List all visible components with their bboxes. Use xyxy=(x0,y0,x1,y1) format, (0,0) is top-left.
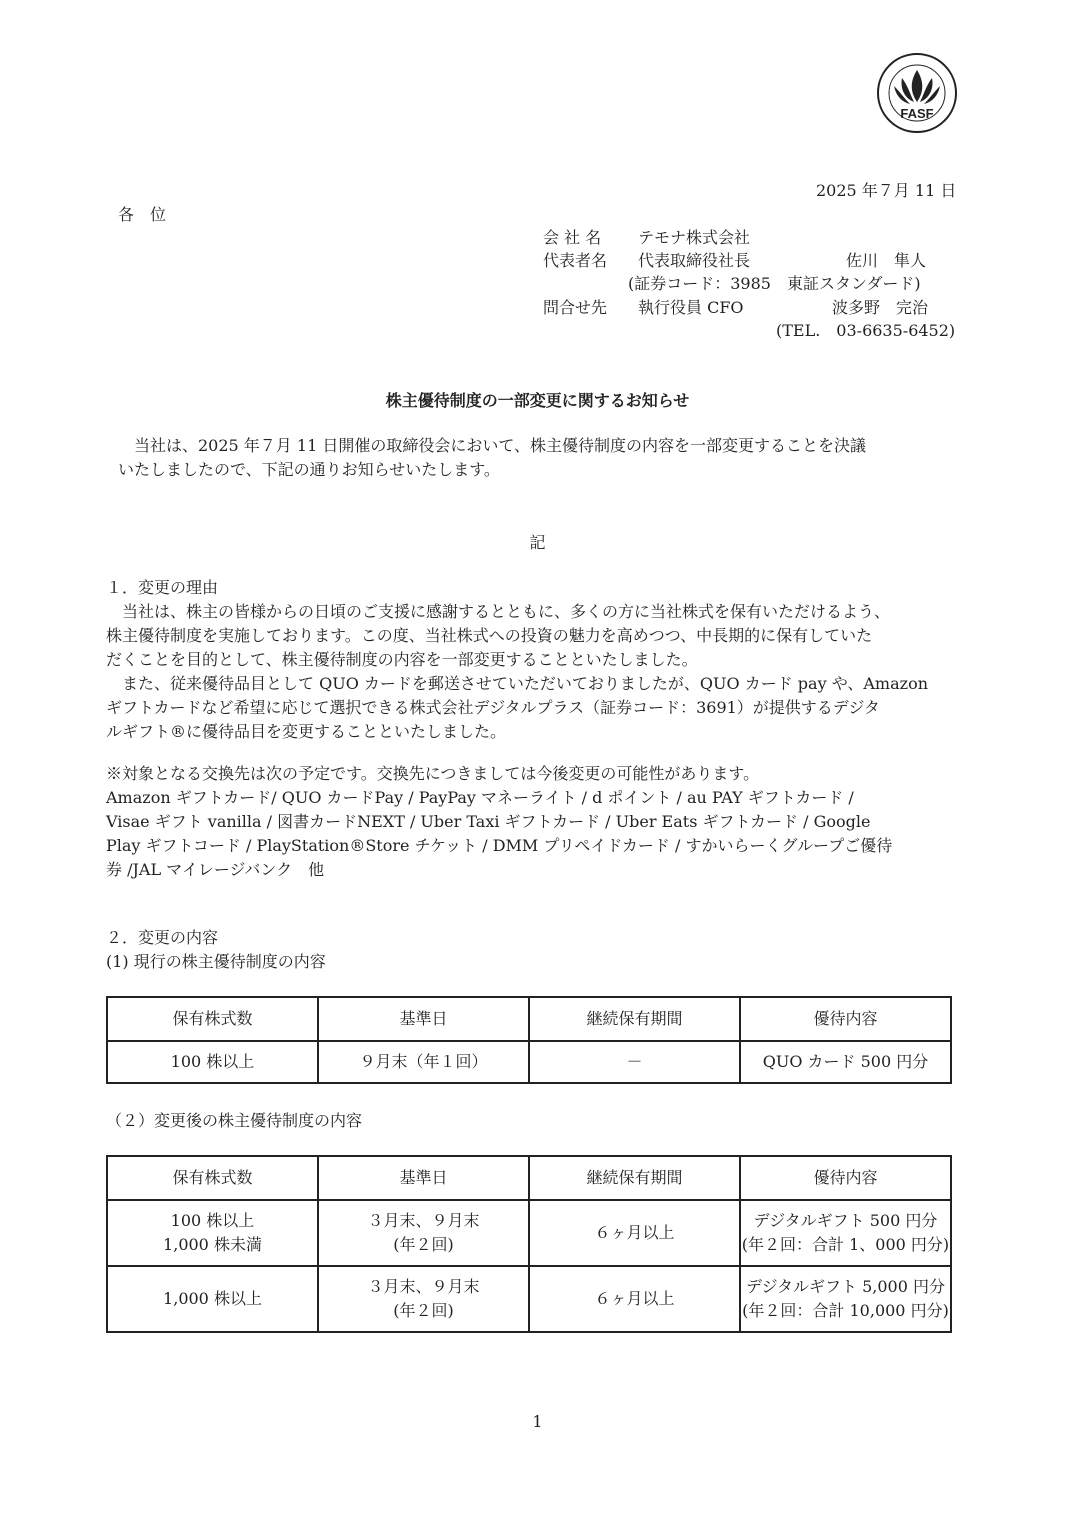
cell-line: 1,000 株以上 xyxy=(163,1289,262,1308)
reason-line: また、従来優待品目として QUO カードを郵送させていただいておりましたが、QUO カード pay や、Amazon xyxy=(122,674,929,693)
table-cell xyxy=(529,1266,740,1332)
new-benefit-table xyxy=(106,1155,952,1333)
intro-line: 当社は、2025 年７月 11 日開催の取締役会において、株主優待制度の内容を一部変更することを決議 xyxy=(134,436,867,455)
note-line: ※対象となる交換先は次の予定です。交換先につきましては今後変更の可能性があります。 xyxy=(106,764,760,783)
logo-emblem: FASF xyxy=(900,106,934,121)
company-label: 会 社 名 xyxy=(543,228,602,247)
new-plan-heading: （２）変更後の株主優待制度の内容 xyxy=(106,1111,363,1130)
cell-line: ３月末、９月末 xyxy=(367,1277,480,1296)
column-header: 基準日 xyxy=(318,997,529,1041)
fasf-logo xyxy=(876,52,958,134)
document-title: 株主優待制度の一部変更に関するお知らせ xyxy=(385,391,690,410)
note-line: Visae ギフト vanilla / 図書カードNEXT / Uber Taxi ギフトカード / Uber Eats ギフトカード / Google xyxy=(106,812,871,831)
contact-label: 問合せ先 xyxy=(543,298,608,317)
contact-name: 波多野 完治 xyxy=(832,298,929,317)
column-header: 保有株式数 xyxy=(107,997,318,1041)
table-cell: QUO カード 500 円分 xyxy=(740,1041,951,1083)
contact-title: 執行役員 CFO xyxy=(638,298,744,317)
intro-paragraph xyxy=(118,434,998,482)
reason-line: ルギフト®に優待品目を変更することといたしました。 xyxy=(106,722,507,741)
table-row xyxy=(107,1200,951,1266)
section-1 xyxy=(106,576,986,744)
section-2-heading: ２．変更の内容 xyxy=(106,928,219,947)
table-cell xyxy=(740,1266,951,1332)
table-cell: 100 株以上 xyxy=(107,1041,318,1083)
exchange-note xyxy=(106,762,986,882)
table-header-row xyxy=(107,1156,951,1200)
section-1-heading: １．変更の理由 xyxy=(106,578,219,597)
intro-line: いたしましたので、下記の通りお知らせいたします。 xyxy=(118,460,500,479)
cell-line: (年２回：合計 10,000 円分) xyxy=(742,1301,949,1320)
cell-line: デジタルギフト 500 円分 xyxy=(753,1211,938,1230)
table-cell xyxy=(318,1266,529,1332)
note-line: Play ギフトコード / PlayStation®Store チケット / DMM プリペイドカード / すかいらーくグループご優待 xyxy=(106,836,893,855)
reason-line: 株主優待制度を実施しております。この度、当社株式への投資の魅力を高めつつ、中長期的に保有していた xyxy=(106,626,873,645)
table-cell xyxy=(740,1200,951,1266)
rep-label: 代表者名 xyxy=(543,251,608,270)
reason-line: ギフトカードなど希望に応じて選択できる株式会社デジタルプラス（証券コード：3691）が提供するデジタ xyxy=(106,698,880,717)
cell-line: 100 株以上 xyxy=(170,1211,255,1230)
table-cell xyxy=(529,1200,740,1266)
current-plan-heading: (1) 現行の株主優待制度の内容 xyxy=(106,952,326,971)
reason-line: 当社は、株主の皆様からの日頃のご支援に感謝するとともに、多くの方に当社株式を保有いただけるよう、 xyxy=(122,602,891,621)
addressee: 各 位 xyxy=(118,205,167,224)
column-header: 基準日 xyxy=(318,1156,529,1200)
table-cell xyxy=(318,1200,529,1266)
table-row xyxy=(107,1266,951,1332)
reason-line: だくことを目的として、株主優待制度の内容を一部変更することといたしました。 xyxy=(106,650,698,669)
cell-line: デジタルギフト 5,000 円分 xyxy=(745,1277,946,1296)
cell-line: (年２回) xyxy=(393,1235,454,1254)
issue-date: 2025 年７月 11 日 xyxy=(816,181,957,200)
column-header: 保有株式数 xyxy=(107,1156,318,1200)
table-cell xyxy=(107,1266,318,1332)
column-header: 優待内容 xyxy=(740,1156,951,1200)
table-cell: ９月末（年１回） xyxy=(318,1041,529,1083)
company-name: テモナ株式会社 xyxy=(638,228,751,247)
note-line: Amazon ギフトカード/ QUO カードPay / PayPay マネーライト / d ポイント / au PAY ギフトカード / xyxy=(106,788,854,807)
table-cell xyxy=(107,1200,318,1266)
securities-code: (証券コード：3985 東証スタンダード) xyxy=(628,274,921,293)
table-row xyxy=(107,1041,951,1083)
rep-name: 佐川 隼人 xyxy=(846,251,927,270)
column-header: 継続保有期間 xyxy=(529,997,740,1041)
cell-line: ６ヶ月以上 xyxy=(594,1223,675,1242)
table-header-row xyxy=(107,997,951,1041)
note-line: 券 /JAL マイレージバンク 他 xyxy=(106,860,325,879)
rep-title: 代表取締役社長 xyxy=(638,251,751,270)
column-header: 優待内容 xyxy=(740,997,951,1041)
section-2 xyxy=(106,926,986,974)
page-number: 1 xyxy=(532,1412,543,1431)
contact-tel: (TEL. 03-6635-6452) xyxy=(776,321,956,340)
column-header: 継続保有期間 xyxy=(529,1156,740,1200)
ki-mark: 記 xyxy=(529,533,546,552)
table-cell: － xyxy=(529,1041,740,1083)
cell-line: 1,000 株未満 xyxy=(163,1235,262,1254)
current-benefit-table xyxy=(106,996,952,1084)
cell-line: ６ヶ月以上 xyxy=(594,1289,675,1308)
cell-line: (年２回：合計 1、000 円分) xyxy=(741,1235,950,1254)
cell-line: (年２回) xyxy=(393,1301,454,1320)
cell-line: ３月末、９月末 xyxy=(367,1211,480,1230)
